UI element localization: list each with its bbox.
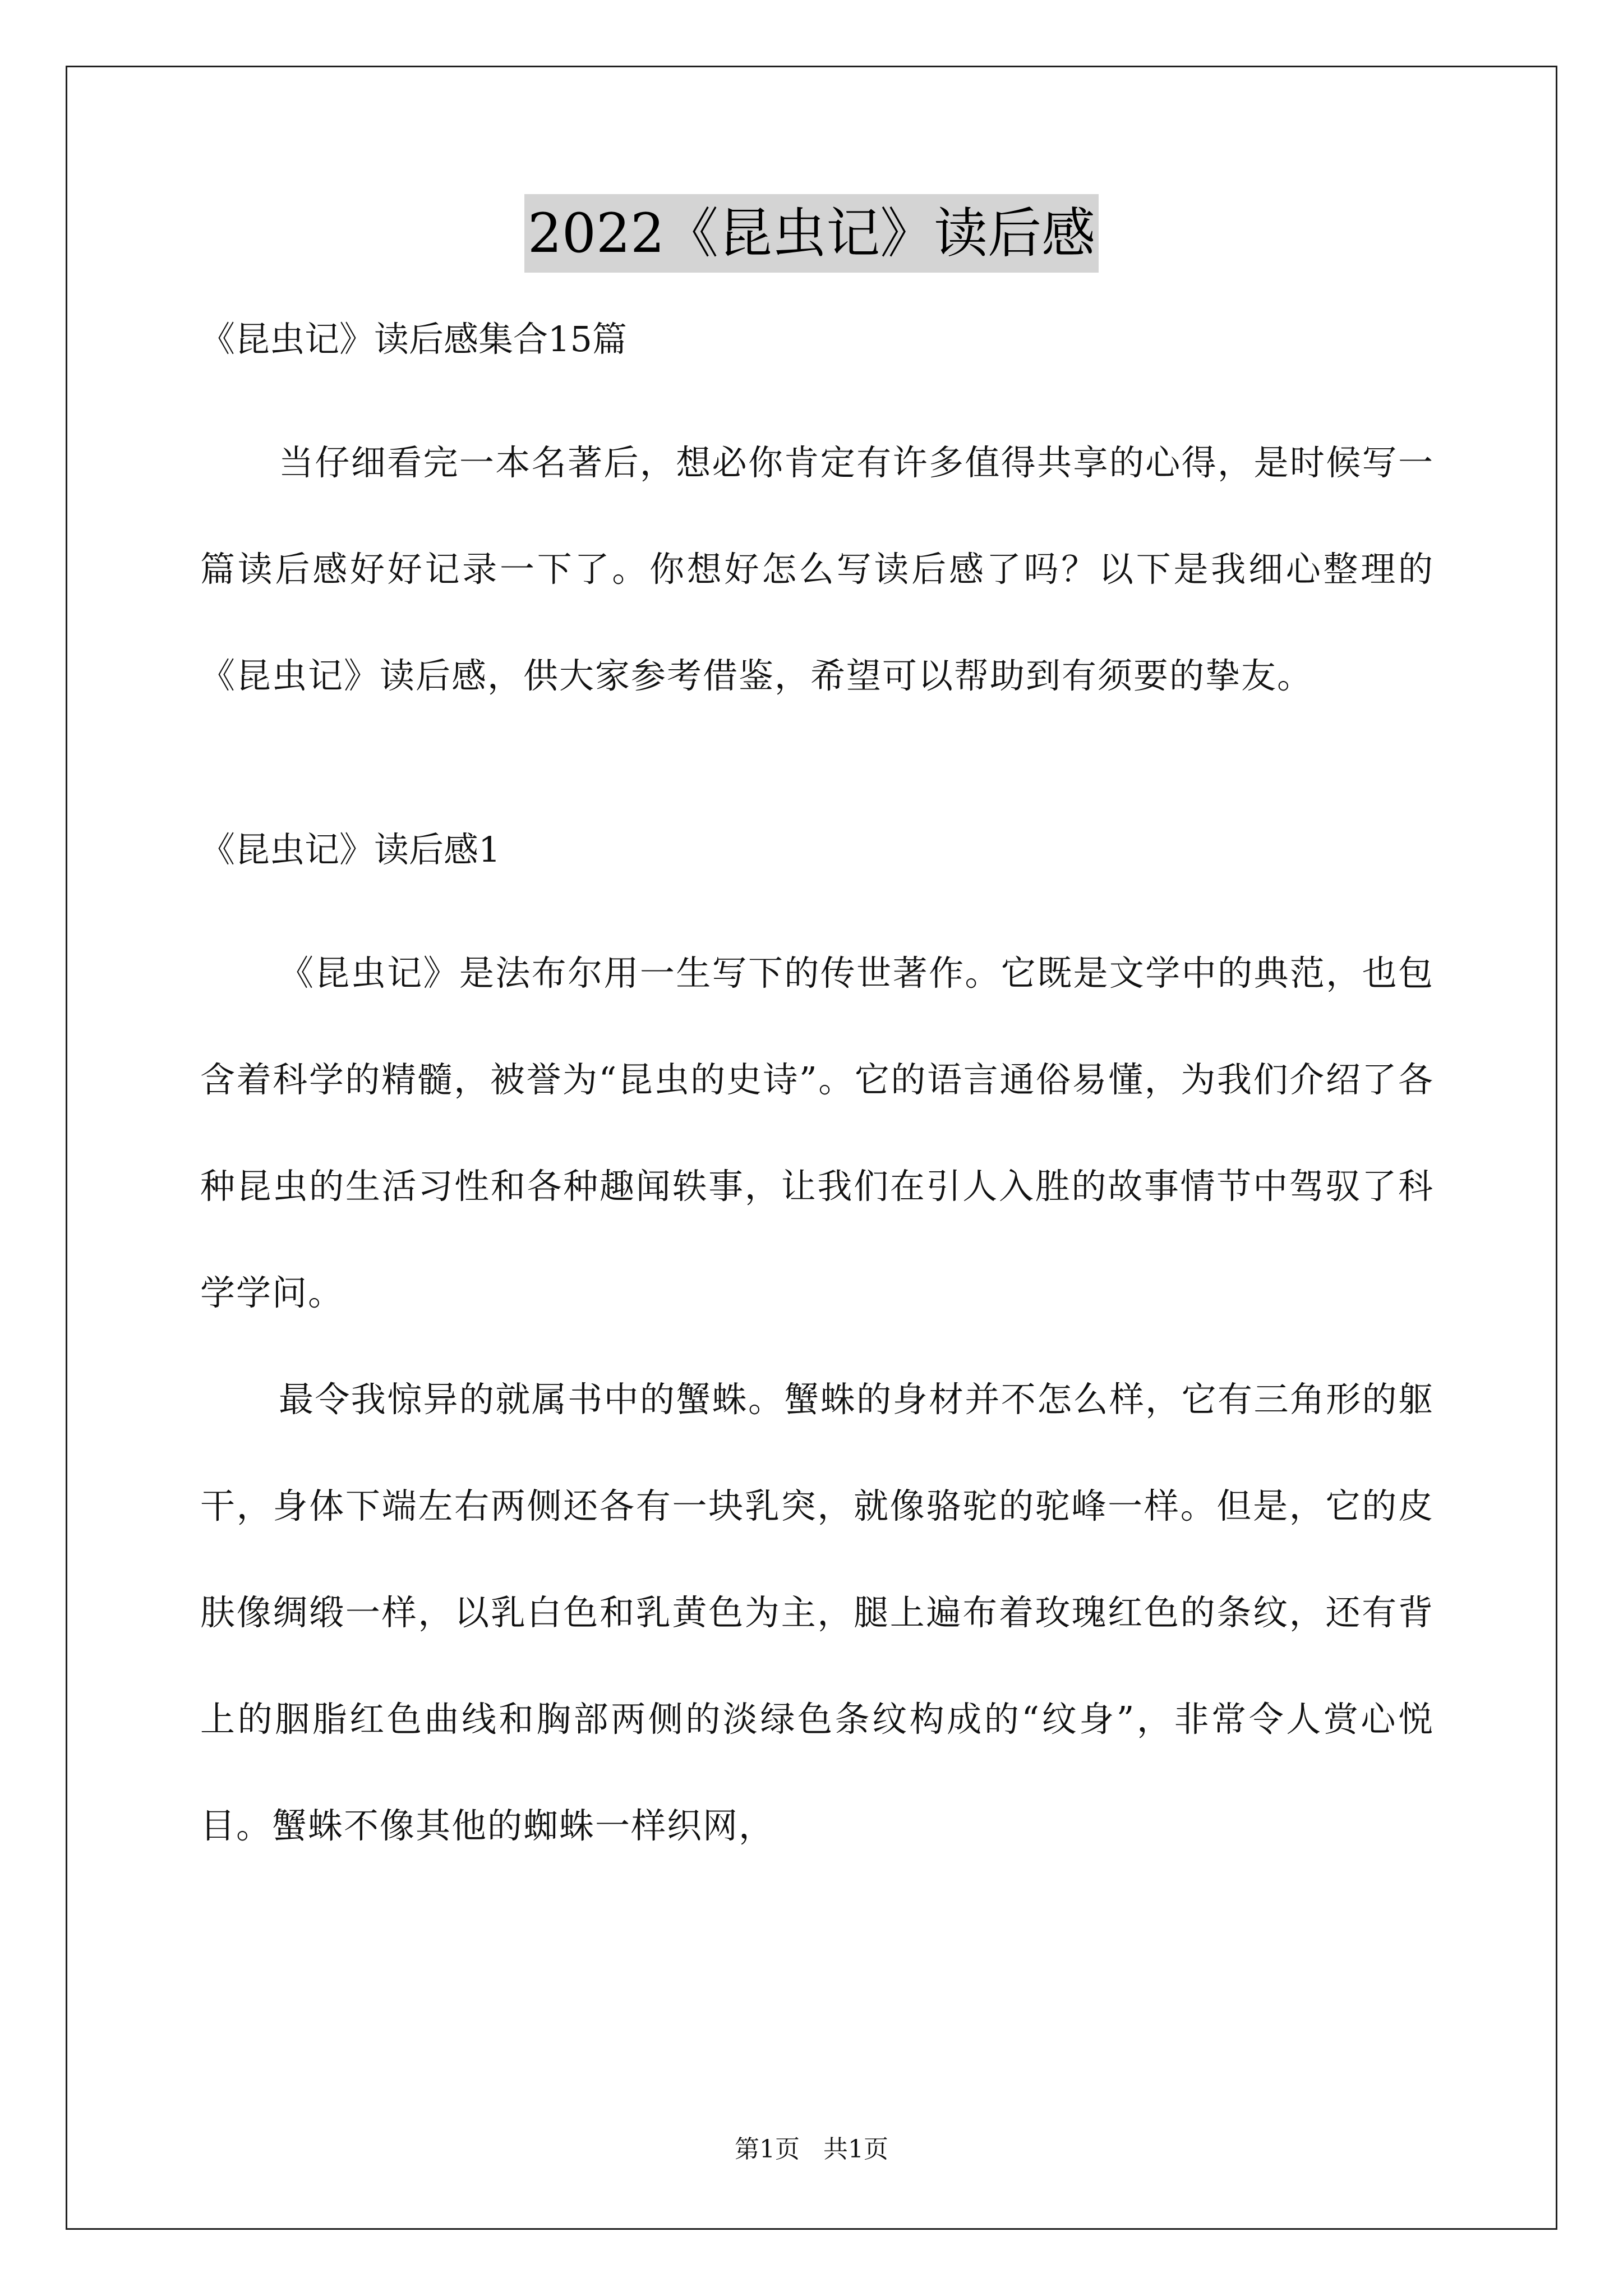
title-container (0, 194, 1623, 273)
body-paragraph: 最令我惊异的就属书中的蟹蛛。蟹蛛的身材并不怎么样，它有三角形的躯干，身体下端左右两侧还各有一块乳突，就像骆驼的驼峰一样。但是，它的皮肤像绸缎一样，以乳白色和乳黄色为主，腿上遍布着玫瑰红色的条纹，还有背上的胭脂红色曲线和胸部两侧的淡绿色条纹构成的“纹身”，非常令人赏心悦目。蟹蛛不像其他的蜘蛛一样织网， (200, 1379, 1434, 1846)
page-total: 共1页 (823, 2135, 888, 2164)
spacer (200, 729, 1434, 813)
intro-paragraph: 当仔细看完一本名著后，想必你肯定有许多值得共享的心得，是时候写一篇读后感好好记录一下了。你想好怎么写读后感了吗？以下是我细心整理的《昆虫记》读后感，供大家参考借鉴，希望可以帮助到有须要的挚友。 (200, 442, 1434, 696)
document-body (200, 303, 1434, 1879)
subtitle: 《昆虫记》读后感集合15篇 (200, 319, 627, 360)
spacer (200, 376, 1434, 409)
document-title: 2022《昆虫记》读后感 (524, 194, 1099, 273)
section-heading: 《昆虫记》读后感1 (200, 829, 501, 870)
body-paragraph: 《昆虫记》是法布尔用一生写下的传世著作。它既是文学中的典范，也包含着科学的精髓，被誉为“昆虫的史诗”。它的语言通俗易懂，为我们介绍了各种昆虫的生活习性和各种趣闻轶事，让我们在引人入胜的故事情节中驾驭了科学学问。 (200, 953, 1434, 1313)
page-number: 第1页 (735, 2135, 800, 2164)
page-footer (0, 2133, 1623, 2166)
spacer (200, 886, 1434, 920)
